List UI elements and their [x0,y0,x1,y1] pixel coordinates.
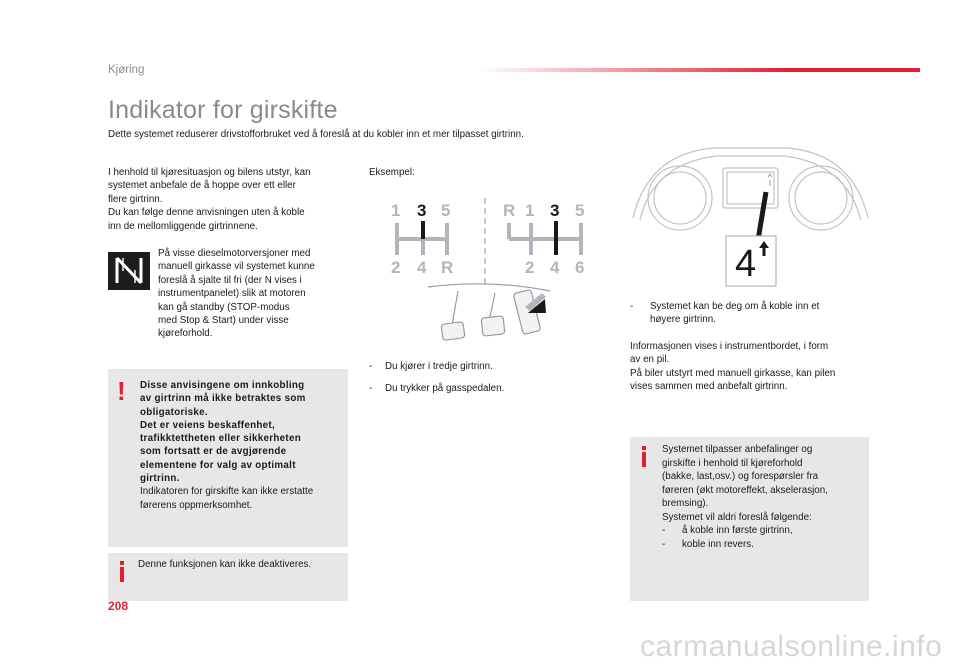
text-line: med Stop & Start) under visse [158,315,289,327]
text-line: obligatoriske. [140,406,208,418]
gear-label: 4 [550,258,560,277]
text-line: inn de mellomliggende girtrinnene. [108,220,258,232]
gear-label-current: 3 [550,201,560,220]
instrument-cluster-illustration [628,140,873,290]
bullet-text: koble inn revers. [682,538,754,550]
recommended-gear-label: 4 [735,243,757,285]
section-label: Kjøring [108,64,145,76]
text-line: Indikatoren for girskifte kan ikke erstatte [140,486,314,498]
text-line: elementene for valg av optimalt [140,459,296,471]
bullet-text: Du kjører i tredje girtrinn. [385,361,493,372]
text-line: Du kan følge denne anvisningen uten å koble [108,207,305,219]
text-line: På biler utstyrt med manuell girkasse, kan pilen [630,367,836,379]
paragraph-display-info [630,340,870,394]
gear-label: 2 [391,258,401,277]
text-line: Det er veiens beskaffenhet, [140,419,275,431]
warning-icon: ! [117,376,126,406]
text-line: girtrinn. [140,473,180,485]
text-line: manuell girkasse vil systemet kunne [158,261,315,273]
text-line: Systemet vil aldri foreslå følgende: [662,511,812,523]
info-icon-dot [642,446,646,450]
header-accent-bar [480,68,920,72]
info-icon-dot [120,561,124,565]
gear-label: 5 [575,201,585,220]
text-line: (bakke, last,osv.) og forespørsler fra [662,471,819,482]
gear-label: 5 [441,201,451,220]
text-line: bremsing). [662,498,709,509]
text-line: I henhold til kjøresituasjon og bilens utstyr, kan [108,167,311,178]
text-line: Informasjonen vises i instrumentbordet, i form [630,341,829,352]
paragraph-skip-gears [108,166,348,233]
intro-text: Dette systemet reduserer drivstofforbruket ved å foreslå at du kobler inn et mer tilpasset girtrinn. [108,129,524,140]
gear-label: R [503,201,516,220]
gear-label: 2 [525,258,535,277]
text-line: Systemet kan be deg om å koble inn et [650,301,820,312]
text-line: instrumentpanelet) slik at motoren [158,288,306,300]
text-line: trafikktettheten eller sikkerheten [140,433,302,445]
bullet-shift-up: - Systemet kan be deg om å koble inn et høyere girtrinn. [630,300,870,327]
text-line: kan gå standby (STOP-modus [158,301,290,313]
text-line: av girtrinn må ikke betraktes som [140,393,306,405]
info-icon [120,567,124,582]
text-line: vises sammen med anbefalt girtrinn. [630,381,788,393]
warning-text [140,379,345,512]
text-line: Disse anvisingene om innkobling [140,380,305,391]
gear-label: 1 [391,201,401,220]
bullet-third-gear: - Du kjører i tredje girtrinn. [369,361,493,372]
info-text-system: Systemet tilpasser anbefalinger og girskifte i henhold til kjøreforhold (bakke, last,osv.) og forespørsler fra føreren (økt motoreffekt, akselerasjon, bremsing). Systemet vil aldri foreslå følgende: - å koble inn første girtrinn, - koble inn revers. [662,443,864,551]
bullet-accelerator: - Du trykker på gasspedalen. [369,383,505,394]
gear-label: R [441,258,454,277]
gear-label: 4 [417,258,427,277]
text-line: førerens oppmerksomhet. [140,499,253,511]
text-line: Systemet tilpasser anbefalinger og [662,444,813,455]
text-line: av en pil. [630,354,670,366]
text-line: kjøreforhold. [158,328,213,340]
text-line: På visse dieselmotorversjoner med [158,248,311,259]
text-line: foreslå å sjalte til fri (der N vises i [158,274,302,286]
bullet-text: å koble inn første girtrinn, [682,525,793,536]
page-title: Indikator for girskifte [108,96,338,124]
info-text-deactivate: Denne funksjonen kan ikke deaktiveres. [138,559,312,570]
info-icon [642,452,646,467]
text-line: som fortsatt er de avgjørende [140,446,287,458]
neutral-gear-icon [108,252,150,290]
gear-label: 6 [575,258,585,277]
page-number: 208 [108,599,129,613]
gear-label-current: 3 [417,201,427,220]
paragraph-neutral-standby [158,247,348,341]
text-line: systemet anbefale de å hoppe over ett eller [108,180,296,192]
gear-label: 1 [525,201,535,220]
text-line: høyere girtrinn. [650,314,716,326]
text-line: flere girtrinn. [108,193,163,205]
text-line: føreren (økt motoreffekt, akselerasjon, [662,484,828,496]
gear-pedal-illustration [380,195,605,350]
watermark: carmanualsonline.info [640,630,943,663]
bullet-text: Du trykker på gasspedalen. [385,383,505,394]
text-line: girskifte i henhold til kjøreforhold [662,457,803,469]
example-label: Eksempel: [369,167,415,178]
